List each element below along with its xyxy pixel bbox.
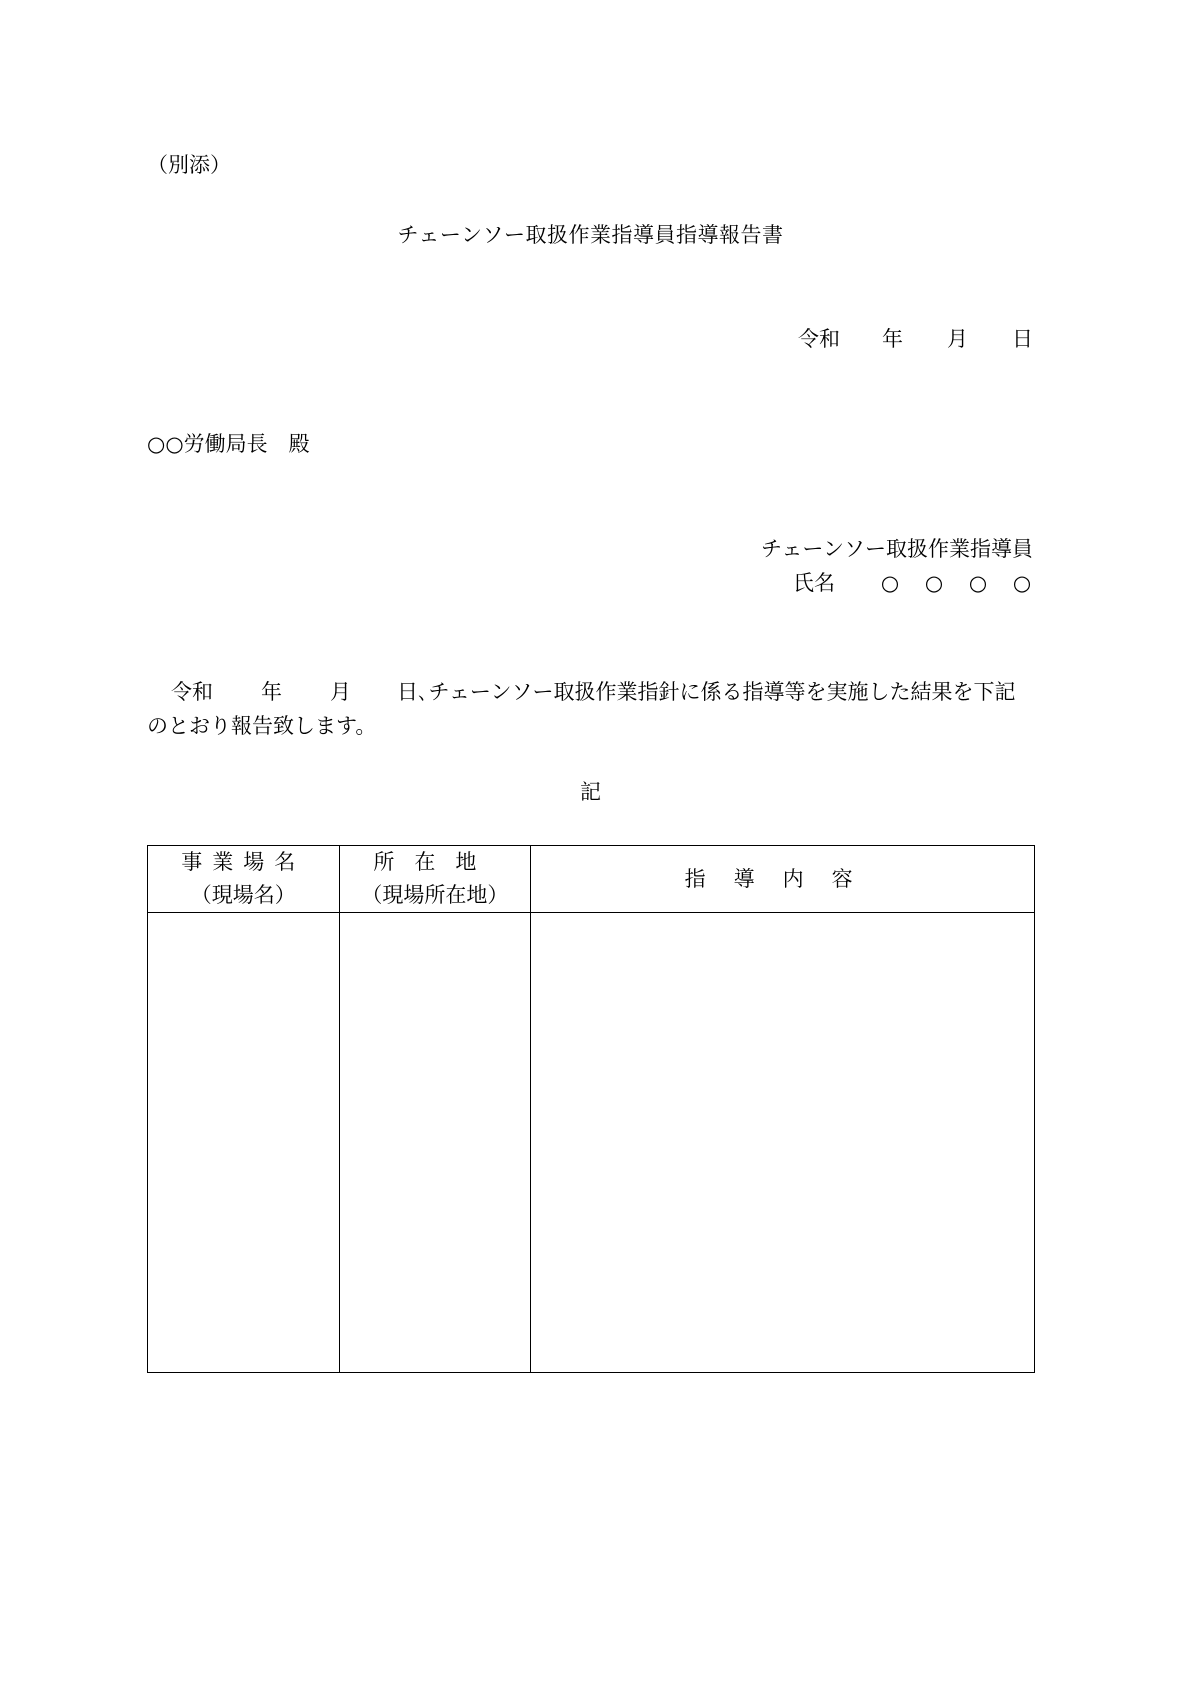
header-business-site <box>148 846 340 913</box>
table-header-row <box>148 846 1035 913</box>
body-line-1 <box>147 675 1035 709</box>
body-line-2: のとおり報告致します。 <box>147 714 377 738</box>
name-mark: ○ <box>924 571 944 595</box>
body-line-1-rest: 日､チェーンソー取扱作業指針に係る指導等を実施した結果を下記 <box>397 680 1016 704</box>
guidance-content-cell[interactable] <box>531 913 1035 1373</box>
date-year: 年 <box>882 327 903 351</box>
report-table <box>147 845 1035 1373</box>
header-location-line1: 所在地 <box>373 850 497 874</box>
header-guidance-content-line1: 指導内容 <box>684 866 881 891</box>
header-business-site-line2: （現場名） <box>190 883 296 907</box>
date-day: 日 <box>1012 327 1033 351</box>
ki-heading: 記 <box>580 780 601 804</box>
attachment-label: （別添） <box>147 153 231 177</box>
header-business-site-line1: 事業場名 <box>181 850 306 874</box>
date-era: 令和 <box>798 327 840 351</box>
body-date-year: 年 <box>261 680 282 704</box>
sender-role: チェーンソー取扱作業指導員 <box>761 537 1033 561</box>
body-paragraph <box>147 675 1035 743</box>
body-date-era: 令和 <box>171 680 213 704</box>
name-mark: ○ <box>968 571 988 595</box>
sender-name <box>793 573 1033 594</box>
table-row <box>148 913 1035 1373</box>
report-date <box>798 329 1033 350</box>
header-location <box>339 846 531 913</box>
header-location-line2: （現場所在地） <box>361 883 509 907</box>
name-mark: ○ <box>880 571 900 595</box>
body-date-month: 月 <box>330 680 351 704</box>
header-guidance-content <box>531 846 1035 913</box>
business-site-cell[interactable] <box>148 913 340 1373</box>
location-cell[interactable] <box>339 913 531 1373</box>
name-mark: ○ <box>1012 571 1032 595</box>
document-title: チェーンソー取扱作業指導員指導報告書 <box>397 223 784 247</box>
sender-name-label: 氏名 <box>793 571 835 595</box>
date-month: 月 <box>947 327 968 351</box>
addressee: ○○労働局長 殿 <box>147 432 310 456</box>
